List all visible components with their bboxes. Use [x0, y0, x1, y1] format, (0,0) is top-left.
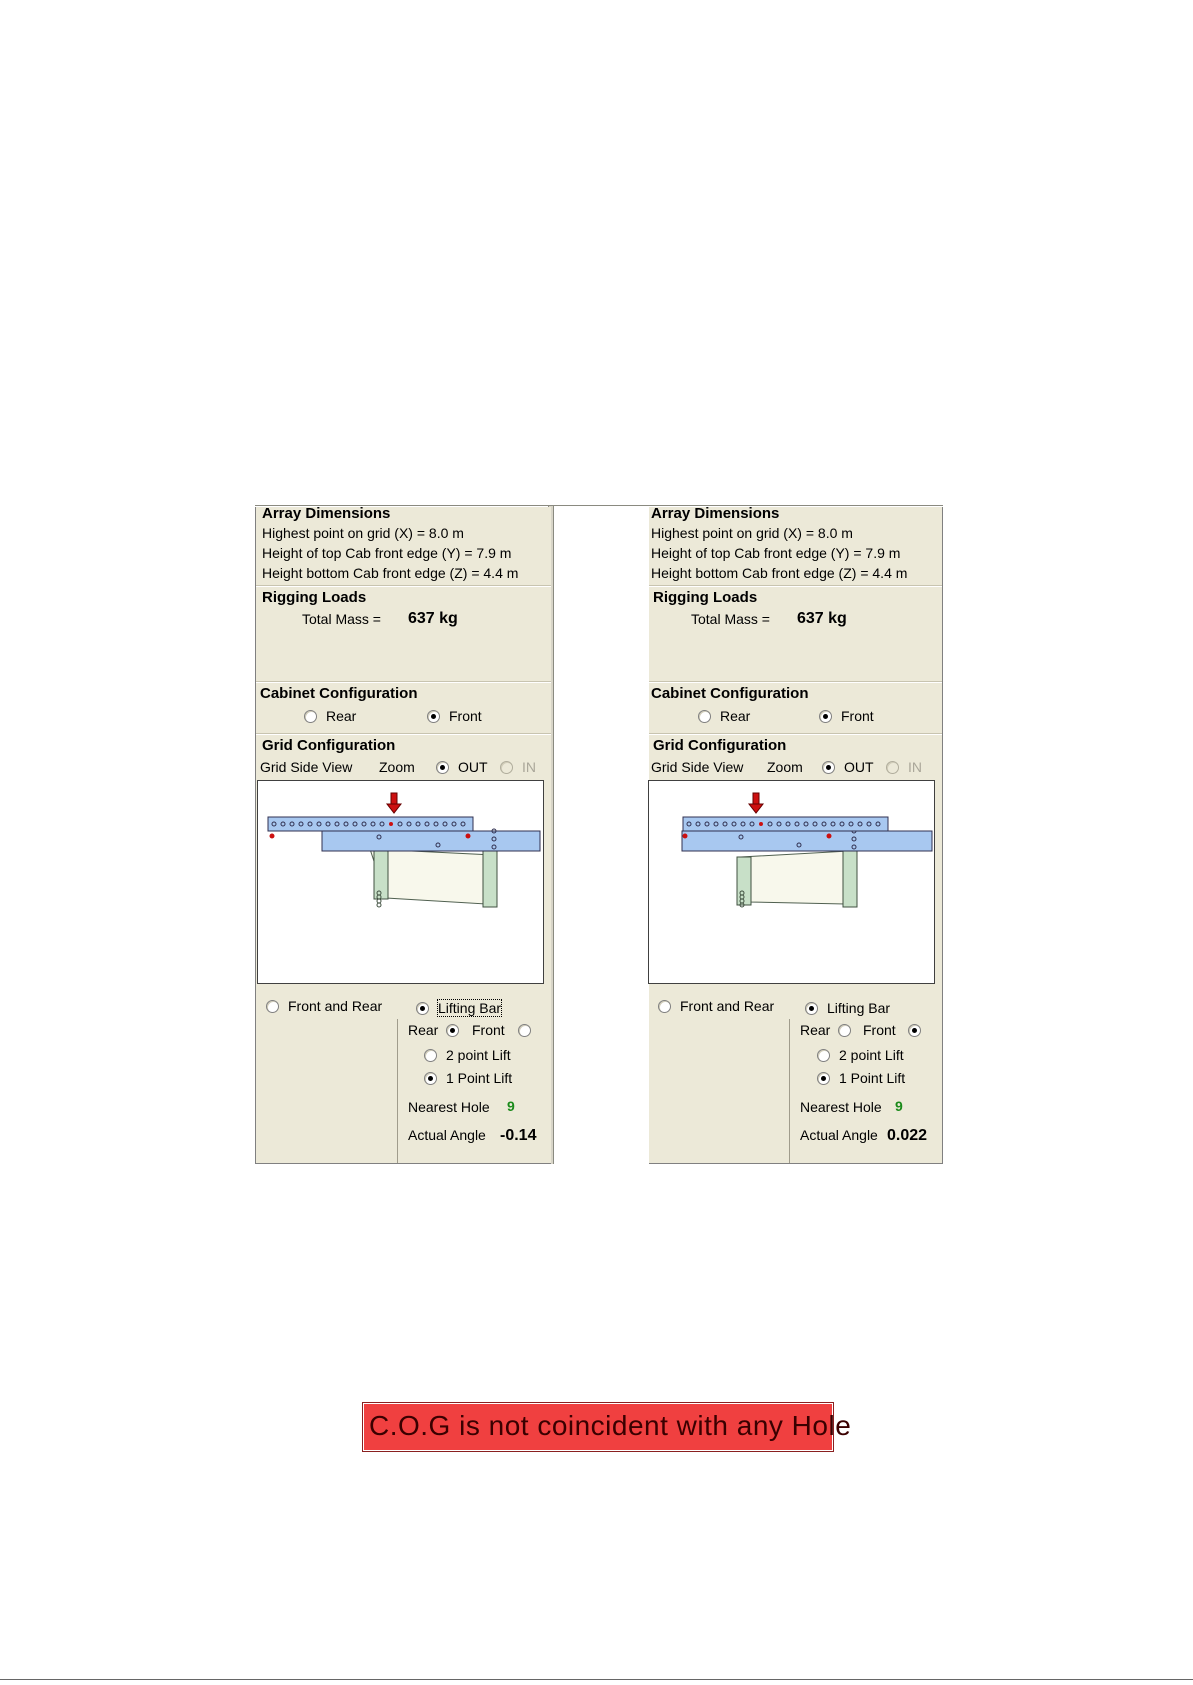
- lower-grid-bar: [322, 831, 540, 851]
- side-rear-label[interactable]: Rear: [408, 1022, 439, 1038]
- zoom-label: Zoom: [379, 759, 415, 775]
- total-mass-label: Total Mass =: [691, 611, 770, 627]
- actual-angle-label: Actual Angle: [800, 1127, 878, 1143]
- grid-side-view-canvas: [648, 780, 935, 984]
- one-point-lift-radio[interactable]: [817, 1072, 830, 1085]
- rigging-loads-title: Rigging Loads: [653, 589, 758, 606]
- side-rear-label[interactable]: Rear: [800, 1022, 831, 1038]
- zoom-out-radio[interactable]: [822, 761, 835, 774]
- grid-side-view-label: Grid Side View: [651, 759, 744, 775]
- front-and-rear-radio[interactable]: [658, 1000, 671, 1013]
- cabinet-front-radio[interactable]: [819, 710, 832, 723]
- separator: [649, 585, 942, 587]
- cabinet-rear-label[interactable]: Rear: [720, 708, 751, 724]
- array-dimensions-title: Array Dimensions: [262, 505, 391, 522]
- screenshot-composite: [255, 505, 943, 1164]
- cabinet-rear-radio[interactable]: [698, 710, 711, 723]
- front-and-rear-label[interactable]: Front and Rear: [288, 998, 383, 1014]
- side-rear-radio[interactable]: [446, 1024, 459, 1037]
- two-point-lift-label[interactable]: 2 point Lift: [839, 1047, 904, 1063]
- side-front-label[interactable]: Front: [472, 1022, 505, 1038]
- actual-angle-label: Actual Angle: [408, 1127, 486, 1143]
- total-mass-label: Total Mass =: [302, 611, 381, 627]
- dimension-x: Highest point on grid (X) = 8.0 m: [651, 525, 853, 541]
- grid-configuration-title: Grid Configuration: [653, 737, 787, 754]
- lifting-bar-radio[interactable]: [416, 1002, 429, 1015]
- zoom-out-label[interactable]: OUT: [844, 759, 874, 775]
- front-and-rear-radio[interactable]: [266, 1000, 279, 1013]
- grid-side-view-drawing: [258, 781, 543, 983]
- actual-angle-value: -0.14: [500, 1127, 537, 1144]
- side-front-radio[interactable]: [518, 1024, 531, 1037]
- zoom-label: Zoom: [767, 759, 803, 775]
- zoom-out-label[interactable]: OUT: [458, 759, 488, 775]
- lifting-bar-hole-icon: [759, 822, 763, 826]
- cabinet-configuration-title: Cabinet Configuration: [651, 685, 809, 702]
- nearest-hole-label: Nearest Hole: [800, 1099, 882, 1115]
- separator: [256, 733, 551, 735]
- zoom-in-label[interactable]: IN: [908, 759, 922, 775]
- config-panel-right: [649, 507, 943, 1164]
- cabinet-rear-label[interactable]: Rear: [326, 708, 357, 724]
- cog-warning-text: C.O.G is not coincident with any Hole: [369, 1410, 852, 1441]
- lift-point-arrow-icon: [387, 793, 401, 813]
- cabinet-front-label[interactable]: Front: [841, 708, 874, 724]
- lifting-bar-hole-icon: [389, 822, 393, 826]
- total-mass-value: 637 kg: [797, 610, 847, 627]
- grid-configuration-title: Grid Configuration: [262, 737, 396, 754]
- cog-warning-banner: [362, 1402, 852, 1452]
- separator: [256, 585, 551, 587]
- one-point-lift-label[interactable]: 1 Point Lift: [839, 1070, 906, 1086]
- one-point-lift-label[interactable]: 1 Point Lift: [446, 1070, 513, 1086]
- lifting-bar-radio[interactable]: [805, 1002, 818, 1015]
- cabinet-front-radio[interactable]: [427, 710, 440, 723]
- nearest-hole-value: 9: [507, 1098, 515, 1114]
- nearest-hole-label: Nearest Hole: [408, 1099, 490, 1115]
- lift-options-divider: [397, 1019, 398, 1163]
- pickup-point-icon: [827, 834, 832, 839]
- separator: [649, 681, 942, 683]
- separator: [256, 681, 551, 683]
- nearest-hole-value: 9: [895, 1098, 903, 1114]
- actual-angle-value: 0.022: [887, 1127, 928, 1144]
- lower-grid-bar: [682, 831, 932, 851]
- rigging-loads-title: Rigging Loads: [262, 589, 367, 606]
- cabinet-rear-radio[interactable]: [304, 710, 317, 723]
- grid-side-view-drawing: [649, 781, 934, 983]
- total-mass-value: 637 kg: [408, 610, 458, 627]
- cabinet-front-panel: [843, 849, 857, 907]
- pickup-point-icon: [683, 834, 688, 839]
- pickup-point-icon: [466, 834, 471, 839]
- zoom-in-label[interactable]: IN: [522, 759, 536, 775]
- dimension-x: Highest point on grid (X) = 8.0 m: [262, 525, 464, 541]
- dimension-z: Height bottom Cab front edge (Z) = 4.4 m: [651, 565, 908, 581]
- two-point-lift-radio[interactable]: [817, 1049, 830, 1062]
- cabinet-front-label[interactable]: Front: [449, 708, 482, 724]
- lift-options-divider: [789, 1019, 790, 1163]
- page-footer-rule: [0, 1679, 1193, 1680]
- two-point-lift-label[interactable]: 2 point Lift: [446, 1047, 511, 1063]
- config-panel-left: [255, 507, 551, 1164]
- front-and-rear-label[interactable]: Front and Rear: [680, 998, 775, 1014]
- cabinet-front-panel: [483, 851, 497, 907]
- grid-side-view-canvas: [257, 780, 544, 984]
- pickup-point-icon: [270, 834, 275, 839]
- two-point-lift-radio[interactable]: [424, 1049, 437, 1062]
- separator: [649, 733, 942, 735]
- zoom-in-radio[interactable]: [886, 761, 899, 774]
- side-front-radio[interactable]: [908, 1024, 921, 1037]
- zoom-in-radio[interactable]: [500, 761, 513, 774]
- lifting-bar-label[interactable]: Lifting Bar: [438, 1000, 502, 1016]
- side-rear-radio[interactable]: [838, 1024, 851, 1037]
- dimension-y: Height of top Cab front edge (Y) = 7.9 m: [262, 545, 512, 561]
- array-dimensions-title: Array Dimensions: [651, 505, 780, 522]
- one-point-lift-radio[interactable]: [424, 1072, 437, 1085]
- side-front-label[interactable]: Front: [863, 1022, 896, 1038]
- dimension-y: Height of top Cab front edge (Y) = 7.9 m: [651, 545, 901, 561]
- cabinet-face: [741, 851, 849, 904]
- cabinet-configuration-title: Cabinet Configuration: [260, 685, 418, 702]
- grid-side-view-label: Grid Side View: [260, 759, 353, 775]
- dimension-z: Height bottom Cab front edge (Z) = 4.4 m: [262, 565, 519, 581]
- lifting-bar-label[interactable]: Lifting Bar: [827, 1000, 891, 1016]
- lift-point-arrow-icon: [749, 793, 763, 813]
- zoom-out-radio[interactable]: [436, 761, 449, 774]
